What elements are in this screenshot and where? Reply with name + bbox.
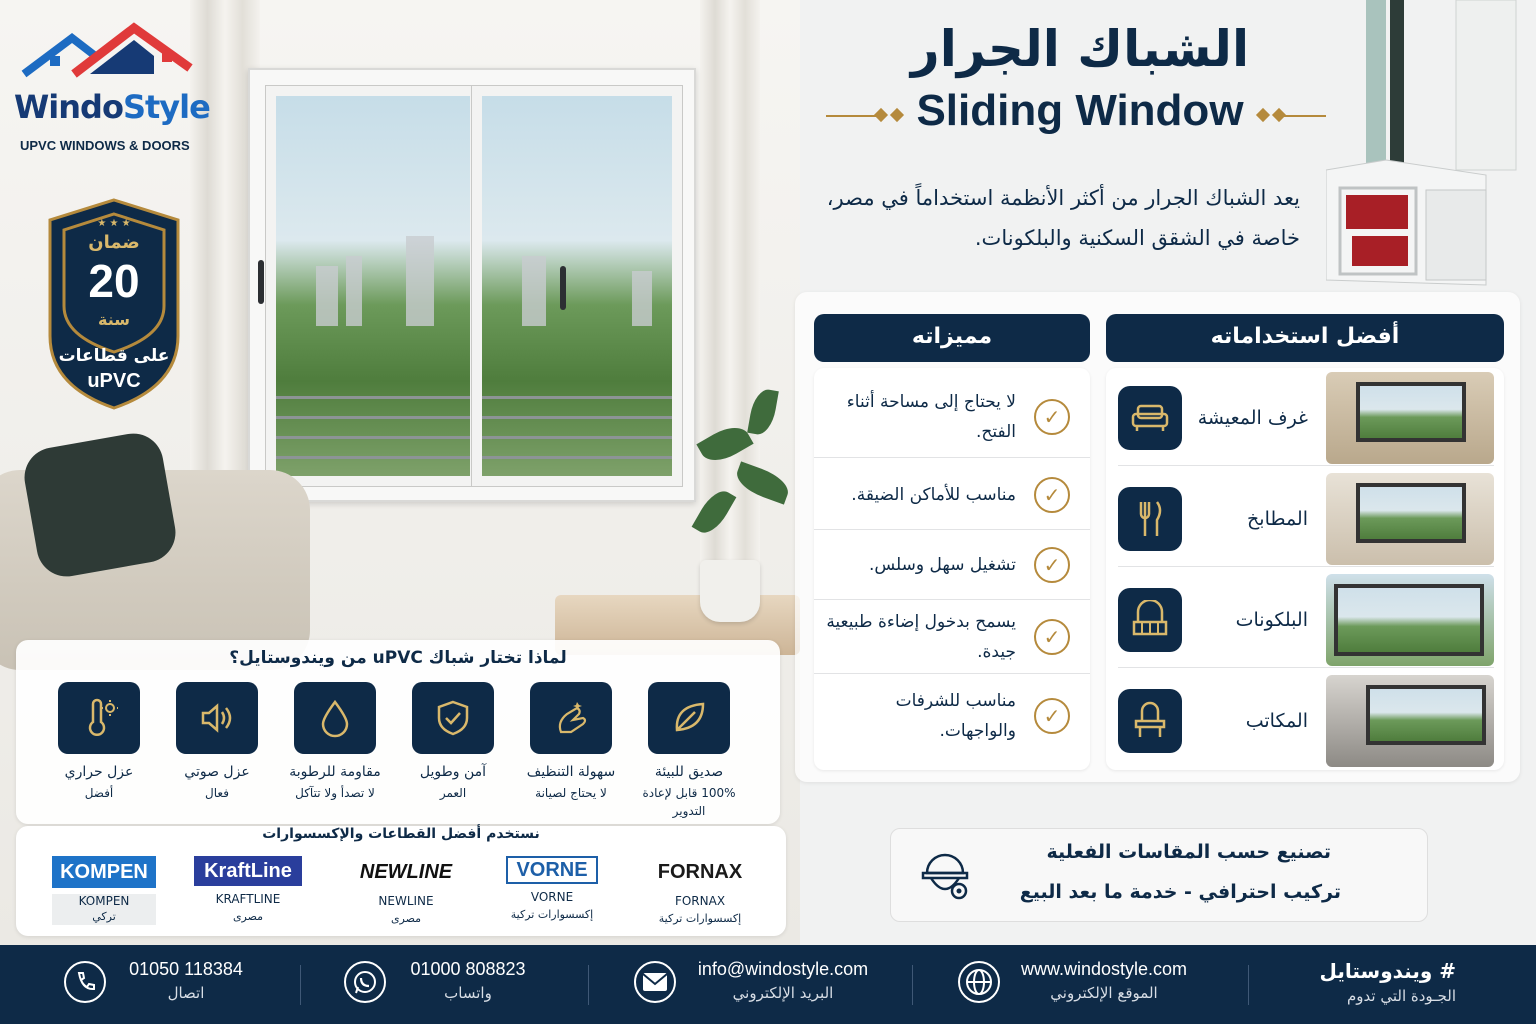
brand-logo: VORNE xyxy=(506,856,598,884)
check-icon: ✓ xyxy=(1034,399,1070,435)
use-label: المكاتب xyxy=(1245,710,1308,732)
brand-logo: NEWLINE xyxy=(359,860,453,883)
leaf-icon xyxy=(648,682,730,754)
use-item-living-room xyxy=(1118,370,1494,466)
feature-item xyxy=(814,676,1090,756)
why-label: صديق للبيئة xyxy=(654,764,724,780)
footer-whatsapp[interactable] xyxy=(398,959,538,1002)
brand-origin: إكسسوارات تركية xyxy=(510,908,594,921)
why-sublabel: فعال xyxy=(205,786,229,800)
feature-item xyxy=(814,376,1090,458)
feature-text: مناسب للأماكن الضيقة. xyxy=(851,484,1016,505)
feature-text: مناسب للشرفات والواجهات. xyxy=(895,691,1016,741)
mail-icon xyxy=(634,961,676,1003)
warranty-badge xyxy=(46,196,182,412)
feature-text: لا يحتاج إلى مساحة أثناء الفتح. xyxy=(846,391,1016,442)
why-choose-panel xyxy=(16,640,780,824)
balcony-thumbnail xyxy=(1326,574,1494,666)
brand-name: FORNAX xyxy=(674,894,726,908)
website-label: الموقع الإلكتروني xyxy=(1050,984,1158,1002)
check-icon: ✓ xyxy=(1034,477,1070,513)
phone-label: اتصال xyxy=(167,984,205,1002)
warranty-years: 20 xyxy=(88,255,140,307)
cleaning-icon xyxy=(530,682,612,754)
brand-origin: مصرى xyxy=(232,910,264,923)
footer-phone[interactable] xyxy=(116,959,256,1002)
why-item-thermal xyxy=(44,682,154,802)
why-item-safe xyxy=(398,682,508,802)
footer-brand xyxy=(1319,959,1456,1005)
check-icon: ✓ xyxy=(1034,619,1070,655)
why-sublabel: العمر xyxy=(439,786,467,800)
use-item-office xyxy=(1118,673,1494,769)
page-title-arabic: الشباك الجرار xyxy=(910,20,1250,78)
why-title: لماذا تختار شباك uPVC من ويندوستايل؟ xyxy=(229,648,567,668)
brand-kompen xyxy=(34,856,174,925)
footer-email[interactable] xyxy=(688,959,878,1002)
page-description: يعد الشباك الجرار من أكثر الأنظمة استخداماً في مصر، خاصة في الشقق السكنية والبلكونات. xyxy=(826,186,1300,250)
brand-name: KRAFTLINE xyxy=(215,892,281,906)
brand-tagline: UPVC WINDOWS & DOORS xyxy=(20,138,190,153)
feature-item xyxy=(814,460,1090,530)
why-item-moisture xyxy=(280,682,390,802)
email-label: البريد الإلكتروني xyxy=(732,984,834,1002)
living-room-thumbnail xyxy=(1326,372,1494,464)
footer-website[interactable] xyxy=(1012,959,1196,1002)
brand-newline xyxy=(336,856,476,925)
brand-origin: مصرى xyxy=(390,912,422,925)
sliding-window-image xyxy=(248,68,696,502)
brand-name: VORNE xyxy=(530,890,574,904)
speaker-icon xyxy=(176,682,258,754)
uses-list xyxy=(1106,368,1504,770)
upvc-profile-image xyxy=(1326,0,1536,290)
why-label: عزل صوتي xyxy=(184,764,250,780)
whatsapp-number[interactable]: 01000 808823 xyxy=(410,959,526,979)
brand-logo: KraftLine xyxy=(194,856,302,886)
water-drop-icon xyxy=(294,682,376,754)
brand-logo xyxy=(14,22,214,162)
balcony-icon xyxy=(1118,588,1182,652)
sofa-icon xyxy=(1118,386,1182,450)
check-icon: ✓ xyxy=(1034,698,1070,734)
office-thumbnail xyxy=(1326,675,1494,767)
uses-header: أفضل استخداماته xyxy=(1106,314,1504,362)
feature-text: يسمح بدخول إضاءة طبيعية جيدة. xyxy=(826,611,1016,662)
feature-item xyxy=(814,530,1090,600)
brand-vorne xyxy=(482,856,622,921)
brand-name-a: Windo xyxy=(14,88,123,126)
features-header: مميزاته xyxy=(814,314,1090,362)
use-label: غرف المعيشة xyxy=(1197,406,1308,429)
why-sublabel: أفضل xyxy=(84,786,114,800)
brand-origin: تركي xyxy=(52,908,156,925)
why-item-sound xyxy=(162,682,272,802)
why-sublabel: لا يحتاج لصيانة xyxy=(535,786,607,800)
cutlery-icon xyxy=(1118,487,1182,551)
kitchen-thumbnail xyxy=(1326,473,1494,565)
why-label: سهولة التنظيف xyxy=(526,764,616,780)
feature-text: تشغيل سهل وسلس. xyxy=(868,554,1016,575)
brand-logo: KOMPEN xyxy=(52,856,156,888)
brand-name-b: Style xyxy=(122,88,210,126)
footer-slogan: الجـودة التي تدوم xyxy=(1347,987,1456,1005)
whatsapp-label: واتساب xyxy=(444,984,492,1002)
features-list xyxy=(814,368,1090,770)
custom-line-2: تركيب احترافي - خدمة ما بعد البيع xyxy=(1019,881,1341,903)
warranty-label: ضمان xyxy=(88,232,140,253)
use-label: المطابخ xyxy=(1247,507,1308,530)
page-title-english: Sliding Window xyxy=(916,86,1244,135)
use-item-kitchen xyxy=(1118,471,1494,567)
house-roof-icon xyxy=(14,22,194,92)
brand-kraftline xyxy=(178,856,318,923)
check-icon: ✓ xyxy=(1034,547,1070,583)
warranty-on: على قطاعات xyxy=(58,346,170,366)
brand-name: KOMPEN xyxy=(52,894,156,908)
why-label: آمن وطويل xyxy=(419,764,487,780)
why-label: عزل حراري xyxy=(64,764,134,780)
svg-text:★ ★ ★: ★ ★ ★ xyxy=(97,218,131,229)
brands-title: نستخدم أفضل القطاعات والإكسسوارات xyxy=(262,826,540,842)
footer-hashtag: # ويندوستايل xyxy=(1319,959,1456,983)
use-label: البلكونات xyxy=(1235,608,1308,631)
thermometer-icon xyxy=(58,682,140,754)
shield-icon xyxy=(412,682,494,754)
why-item-cleaning xyxy=(516,682,626,802)
warranty-unit: سنة xyxy=(98,310,130,329)
why-label: مقاومة للرطوبة xyxy=(289,764,381,780)
why-sublabel: 100% قابل لإعادة التدوير xyxy=(642,786,736,818)
brand-fornax xyxy=(630,856,770,925)
worker-helmet-icon xyxy=(919,847,975,905)
custom-manufacturing-box xyxy=(890,828,1428,922)
whatsapp-icon xyxy=(344,961,386,1003)
brand-origin: إكسسوارات تركية xyxy=(658,912,742,925)
use-item-balcony xyxy=(1118,572,1494,668)
globe-icon xyxy=(958,961,1000,1003)
warranty-material: uPVC xyxy=(87,370,141,392)
why-sublabel: لا تصدأ ولا تتآكل xyxy=(295,786,375,800)
brands-panel xyxy=(16,826,786,936)
email-link[interactable]: info@windostyle.com xyxy=(697,959,869,979)
footer xyxy=(0,945,1536,1024)
brand-logo: FORNAX xyxy=(657,860,743,883)
why-item-eco xyxy=(634,682,744,820)
custom-line-1: تصنيع حسب المقاسات الفعلية xyxy=(1046,841,1331,863)
brand-name: NEWLINE xyxy=(378,894,434,908)
phone-number[interactable]: 01050 118384 xyxy=(129,959,243,979)
website-link[interactable]: www.windostyle.com xyxy=(1020,959,1188,979)
phone-icon xyxy=(64,961,106,1003)
feature-item xyxy=(814,600,1090,674)
desk-icon xyxy=(1118,689,1182,753)
